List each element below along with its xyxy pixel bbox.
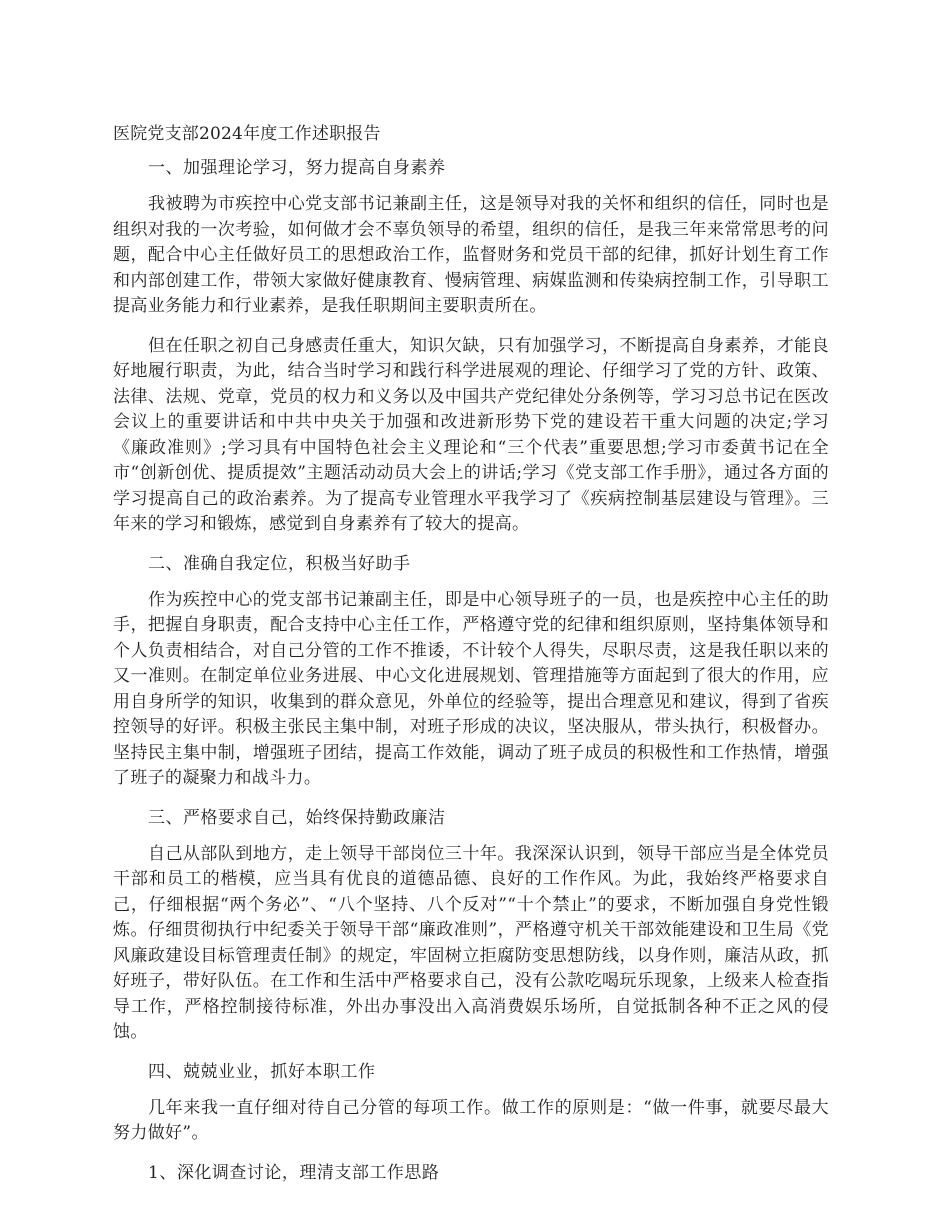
paragraph: 几年来我一直仔细对待自己分管的每项工作。做工作的原则是：“做一件事，就要尽最大努力做好”。 <box>113 1097 829 1143</box>
document-title: 医院党支部2024年度工作述职报告 <box>113 124 381 144</box>
section-heading-2: 二、准确自我定位，积极当好助手 <box>148 553 411 574</box>
section-heading-4: 四、兢兢业业，抓好本职工作 <box>148 1061 376 1082</box>
paragraph: 我被聘为市疾控中心党支部书记兼副主任，这是领导对我的关怀和组织的信任，同时也是组织对我的一次考验，如何做才会不辜负领导的希望，组织的信任，是我三年来常常思考的问题，配合中心主任做好员工的思想政治工作，监督财务和党员干部的纪律，抓好计划生育工作和内部创建工作，带领大家做好健康教育、慢病管理、病媒监测和传染病控制工作，引导职工提高业务能力和行业素养，是我任职期间主要职责所在。 <box>113 194 829 316</box>
subsection-heading-1: 1、深化调查讨论，理清支部工作思路 <box>148 1162 440 1183</box>
paragraph: 作为疾控中心的党支部书记兼副主任，即是中心领导班子的一员，也是疾控中心主任的助手，把握自身职责，配合支持中心主任工作，严格遵守党的纪律和组织原则，坚持集体领导和个人负责相结合，对自己分管的工作不推诿，不计较个人得失，尽职尽责，这是我任职以来的又一准则。在制定单位业务进展、中心文化进展规划、管理措施等方面起到了很大的作用，应用自身所学的知识，收集到的群众意见，外单位的经验等，提出合理意见和建议，得到了省疾控领导的好评。积极主张民主集中制，对班子形成的决议，坚决服从，带头执行，积极督办。坚持民主集中制，增强班子团结，提高工作效能，调动了班子成员的积极性和工作热情，增强了班子的凝聚力和战斗力。 <box>113 589 829 788</box>
paragraph: 自己从部队到地方，走上领导干部岗位三十年。我深深认识到，领导干部应当是全体党员干部和员工的楷模，应当具有优良的道德品德、良好的工作作风。为此，我始终严格要求自己，仔细根据“两个务必”、“八个坚持、八个反对”“十个禁止”的要求，不断加强自身党性锻炼。仔细贯彻执行中纪委关于领导干部“廉政准则”，严格遵守机关干部效能建设和卫生局《党风廉政建设目标管理责任制》的规定，牢固树立拒腐防变思想防线，以身作则，廉洁从政，抓好班子，带好队伍。在工作和生活中严格要求自己，没有公款吃喝玩乐现象，上级来人检查指导工作，严格控制接待标准，外出办事没出入高消费娱乐场所，自觉抵制各种不正之风的侵蚀。 <box>113 843 829 1042</box>
section-heading-3: 三、严格要求自己，始终保持勤政廉洁 <box>148 807 446 828</box>
paragraph: 但在任职之初自己身感责任重大，知识欠缺，只有加强学习，不断提高自身素养，才能良好地履行职责，为此，结合当时学习和践行科学进展观的理论、仔细学习了党的方针、政策、法律、法规、党章，党员的权力和义务以及中国共产党纪律处分条例等，学习习总书记在医改会议上的重要讲话和中共中央关于加强和改进新形势下党的建设若干重大问题的决定;学习《廉政准则》;学习具有中国特色社会主义理论和“三个代表”重要思想;学习市委黄书记在全市“创新创优、提质提效”主题活动动员大会上的讲话;学习《党支部工作手册》，通过各方面的学习提高自己的政治素养。为了提高专业管理水平我学习了《疾病控制基层建设与管理》。三年来的学习和锻炼，感觉到自身素养有了较大的提高。 <box>113 335 829 534</box>
document-page <box>113 122 829 1197</box>
section-heading-1: 一、加强理论学习，努力提高自身素养 <box>148 158 446 178</box>
